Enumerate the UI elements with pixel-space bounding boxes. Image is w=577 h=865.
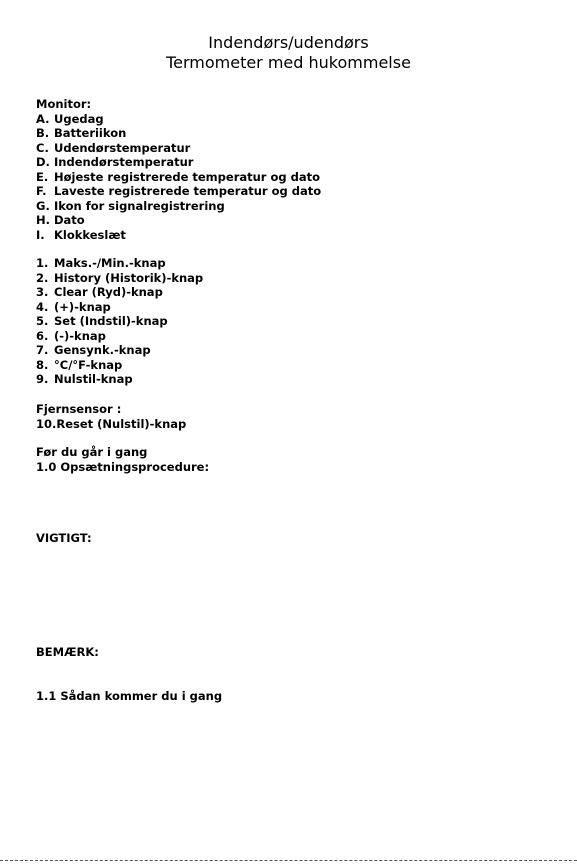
monitor-heading: Monitor: [36,97,92,111]
list-label: Laveste registrerede temperatur og dato [54,184,322,198]
list-item [36,228,321,243]
list-item [36,213,321,228]
list-key: H. [36,213,50,227]
list-item [36,314,203,329]
list-label: (+)-knap [54,299,111,314]
list-key: E. [36,169,49,184]
list-label: Set (Indstil)-knap [54,314,168,328]
list-item [36,358,203,373]
page-bottom-divider [0,860,577,861]
list-key: C. [36,140,49,155]
list-item [36,329,203,344]
list-item [36,256,203,271]
important-heading: VIGTIGT: [36,531,92,545]
list-label: Klokkeslæt [54,227,126,242]
start-heading: Før du går i gang [36,445,148,459]
list-label: History (Historik)-knap [54,270,204,285]
monitor-section [36,97,321,242]
list-item [36,199,321,214]
page-title-line2: Termometer med hukommelse [166,53,411,72]
list-item [36,285,203,300]
list-label: Højeste registrerede temperatur og dato [54,169,321,184]
remote-sensor-heading: Fjernsensor : [36,402,122,416]
list-key: 9. [36,372,49,386]
list-label: Dato [54,213,85,227]
list-label: Ugedag [54,111,104,126]
list-key: D. [36,155,50,169]
page-title-line1: Indendørs/udendørs [208,33,369,52]
list-key: 3. [36,285,49,299]
buttons-section [36,256,203,387]
list-item [36,112,321,127]
setup-heading: 1.0 Opsætningsprocedure: [36,459,210,474]
list-key: 7. [36,343,49,357]
list-key: 5. [36,314,49,328]
list-item [36,271,203,286]
list-label: Gensynk.-knap [54,343,151,357]
remote-sensor-section [36,402,186,431]
list-key: 6. [36,328,49,343]
list-item [36,141,321,156]
list-item [36,170,321,185]
start-section [36,445,209,474]
list-label: Maks.-/Min.-knap [54,256,166,270]
note-heading: BEMÆRK: [36,645,99,659]
list-label: (-)-knap [54,328,106,343]
list-label: Indendørstemperatur [54,155,194,169]
list-item [36,300,203,315]
list-key: 4. [36,299,49,314]
list-label: Ikon for signalregistrering [54,198,225,213]
list-item [36,155,321,170]
list-key: A. [36,111,50,126]
getting-started-heading: 1.1 Sådan kommer du i gang [36,689,223,703]
list-label: Clear (Ryd)-knap [54,285,163,299]
list-key: 8. [36,357,49,372]
list-key: 1. [36,256,49,270]
list-key: F. [36,184,47,198]
list-item [36,343,203,358]
list-label: Nulstil-knap [54,372,133,386]
list-key: I. [36,227,45,242]
list-key: 2. [36,270,49,285]
list-label: Batteriikon [54,126,127,140]
list-key: B. [36,126,50,140]
list-label: °C/°F-knap [54,357,123,372]
list-item [36,184,321,199]
list-item [36,126,321,141]
list-label: Udendørstemperatur [54,140,191,155]
list-key: G. [36,198,50,213]
list-item: 10.Reset (Nulstil)-knap [36,416,187,431]
list-item [36,372,203,387]
